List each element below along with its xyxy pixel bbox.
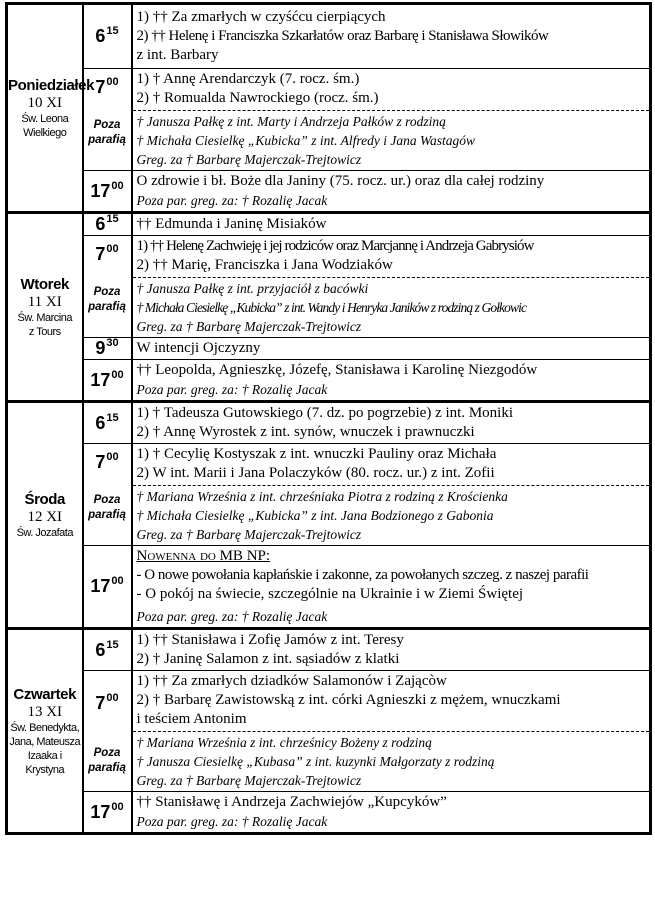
mass-time: $6^{15}$ — [83, 213, 132, 236]
intentions — [132, 671, 651, 792]
outside-parish-intentions — [133, 277, 650, 336]
intention-line: Poza par. greg. za: † Rozalię Jacak — [136, 814, 328, 829]
intentions — [132, 69, 651, 171]
intention-line: † Michała Ciesielkę „Kubicka” z int. Wandy i Henryka Janików z rodziną z Gołkowic — [136, 300, 527, 315]
outside-parish-intentions — [133, 485, 650, 544]
day-date: 13 XI — [27, 703, 63, 720]
day-name: Poniedziałek — [8, 76, 95, 94]
intention-line: † Janusza Pałkę z int. Marty i Andrzeja Pałków z rodziną — [136, 114, 446, 129]
intention-line: 2) † Romualda Nawrockiego (rocz. śm.) — [136, 90, 379, 106]
intentions — [132, 402, 651, 444]
mass-schedule-table — [5, 2, 652, 835]
intentions — [132, 338, 651, 360]
intention-line: 2) †† Marię, Franciszka i Jana Wodziaków — [136, 257, 393, 273]
mass-time: $6^{15}$ — [83, 629, 132, 671]
intention-line: 1) † Tadeusza Gutowskiego (7. dz. po pogrzebie) z int. Moniki — [136, 405, 514, 421]
intention-line: Poza par. greg. za: † Rozalię Jacak — [136, 382, 328, 397]
intention-line: 2) †† Helenę i Franciszka Szkarłatów oraz Barbarę i Stanisława Słowików — [136, 28, 549, 44]
intention-line: - O pokój na świecie, szczególnie na Ukrainie i w Ziemi Świętej — [136, 586, 524, 602]
mass-time: $6^{15}$ — [83, 402, 132, 444]
intention-line: 1) †† Za zmarłych dziadków Salamonów i Zającòw — [136, 673, 447, 689]
intention-line: † Mariana Września z int. chrześnicy Bożeny z rodziną — [136, 735, 432, 750]
outside-parish-intentions — [133, 110, 650, 169]
mass-time: $17^{00}$ — [83, 792, 132, 834]
intention-line: †† Edmunda i Janinę Misiaków — [136, 216, 327, 232]
day-saint: Św. Marcina — [17, 311, 72, 324]
day-cell-monday — [7, 4, 95, 213]
day-saint: Izaaka i Krystyna — [25, 749, 65, 776]
mass-time: $7^{00}$ Poza parafią — [83, 671, 132, 792]
slot-row — [7, 171, 651, 213]
intention-line: Greg. za † Barbarę Majerczak-Trejtowicz — [136, 319, 362, 334]
intention-line: W intencji Ojczyzny — [136, 340, 261, 356]
day-saint: Św. Leona — [21, 112, 69, 125]
intention-line: Greg. za † Barbarę Majerczak-Trejtowicz — [136, 527, 362, 542]
intention-line: † Mariana Września z int. chrześniaka Piotra z rodziną z Krościenka — [136, 489, 508, 504]
outside-parish-label: Poza parafią — [88, 747, 126, 774]
mass-time: $7^{00}$ Poza parafią — [83, 69, 132, 171]
novena-heading: Nowenna do MB NP: — [136, 548, 271, 564]
mass-time: $17^{00}$ — [83, 171, 132, 213]
mass-time: $7^{00}$ Poza parafią — [83, 444, 132, 546]
intention-line: 1) †† Za zmarłych w czyśćcu cierpiących — [136, 9, 386, 25]
intentions — [132, 4, 651, 69]
intention-line: Poza par. greg. za: † Rozalię Jacak — [136, 609, 328, 624]
intention-line: †† Leopolda, Agnieszkę, Józefę, Stanisława i Karolinę Niezgodów — [136, 362, 538, 378]
intentions — [132, 213, 651, 236]
slot-row — [7, 402, 651, 444]
slot-row — [7, 213, 651, 236]
slot-row — [7, 236, 651, 338]
slot-row — [7, 792, 651, 834]
day-date: 10 XI — [27, 94, 63, 111]
slot-row — [7, 360, 651, 402]
intention-line: O zdrowie i bł. Boże dla Janiny (75. rocz. ur.) oraz dla całej rodziny — [136, 173, 545, 189]
mass-time: $17^{00}$ — [83, 360, 132, 402]
intention-line: Poza par. greg. za: † Rozalię Jacak — [136, 193, 328, 208]
mass-time: $9^{30}$ — [83, 338, 132, 360]
day-name: Środa — [24, 490, 65, 508]
slot-row — [7, 546, 651, 629]
day-name: Czwartek — [13, 685, 77, 703]
day-cell-wednesday — [7, 402, 83, 629]
day-saint: Wielkiego — [23, 126, 67, 139]
day-saint: Św. Benedykta, — [10, 721, 80, 734]
intention-line: 2) † Annę Wyrostek z int. synów, wnuczek i prawnuczki — [136, 424, 475, 440]
day-cell-tuesday — [7, 213, 83, 402]
slot-row — [7, 69, 651, 171]
outside-parish-label: Poza parafią — [88, 286, 126, 313]
slot-row — [7, 671, 651, 792]
slot-row — [7, 444, 651, 546]
intention-line: 1) †† Helenę Zachwieję i jej rodziców oraz Marcjannę i Andrzeja Gabrysiów — [136, 238, 534, 254]
mass-time: $17^{00}$ — [83, 546, 132, 629]
day-saint: Jana, Mateusza — [9, 735, 81, 748]
intentions — [132, 792, 651, 834]
day-name: Wtorek — [20, 275, 69, 293]
day-cell-thursday — [7, 629, 83, 834]
day-saint: Św. Jozafata — [16, 526, 73, 539]
intention-line: † Michała Ciesielkę „Kubicka” z int. Alfredy i Jana Wastagów — [136, 133, 475, 148]
intention-line: 1) †† Stanisława i Zofię Jamów z int. Teresy — [136, 632, 404, 648]
mass-time: $7^{00}$ Poza parafią — [83, 236, 132, 338]
outside-parish-label: Poza parafią — [88, 494, 126, 521]
intentions — [132, 171, 651, 213]
intention-line: † Janusza Pałkę z int. przyjaciół z bacówki — [136, 281, 369, 296]
day-date: 12 XI — [27, 508, 63, 525]
intentions — [132, 629, 651, 671]
intention-line: 2) W int. Marii i Jana Polaczyków (80. rocz. ur.) z int. Zofii — [136, 465, 495, 481]
outside-parish-label: Poza parafią — [88, 119, 126, 146]
slot-row — [7, 4, 651, 69]
outside-parish-intentions — [133, 731, 650, 790]
intention-line: z int. Barbary — [136, 47, 219, 63]
day-saint: z Tours — [28, 325, 61, 338]
intentions — [132, 360, 651, 402]
mass-time: $6^{15}$ — [83, 4, 132, 69]
intention-line: † Janusza Ciesielkę „Kubasa” z int. kuzynki Małgorzaty z rodziną — [136, 754, 495, 769]
intention-line: 1) † Cecylię Kostyszak z int. wnuczki Pauliny oraz Michała — [136, 446, 497, 462]
intention-line: 1) † Annę Arendarczyk (7. rocz. śm.) — [136, 71, 360, 87]
slot-row — [7, 338, 651, 360]
intention-line: - O nowe powołania kapłańskie i zakonne, za powołanych szczeg. z naszej parafii — [136, 567, 589, 583]
intention-line: 2) † Janinę Salamon z int. sąsiadów z klatki — [136, 651, 400, 667]
day-date: 11 XI — [27, 293, 62, 310]
intentions — [132, 236, 651, 338]
intentions — [132, 444, 651, 546]
intention-line: Greg. za † Barbarę Majerczak-Trejtowicz — [136, 152, 362, 167]
slot-row — [7, 629, 651, 671]
intentions — [132, 546, 651, 629]
intention-line: Greg. za † Barbarę Majerczak-Trejtowicz — [136, 773, 362, 788]
intention-line: 2) † Barbarę Zawistowską z int. córki Agnieszki z mężem, wnuczkami — [136, 692, 561, 708]
intention-line: † Michała Ciesielkę „Kubicka” z int. Jana Bodzionego z Gabonia — [136, 508, 494, 523]
intention-line: i teściem Antonim — [136, 711, 247, 727]
intention-line: †† Stanisławę i Andrzeja Zachwiejów „Kupcyków” — [136, 794, 447, 810]
